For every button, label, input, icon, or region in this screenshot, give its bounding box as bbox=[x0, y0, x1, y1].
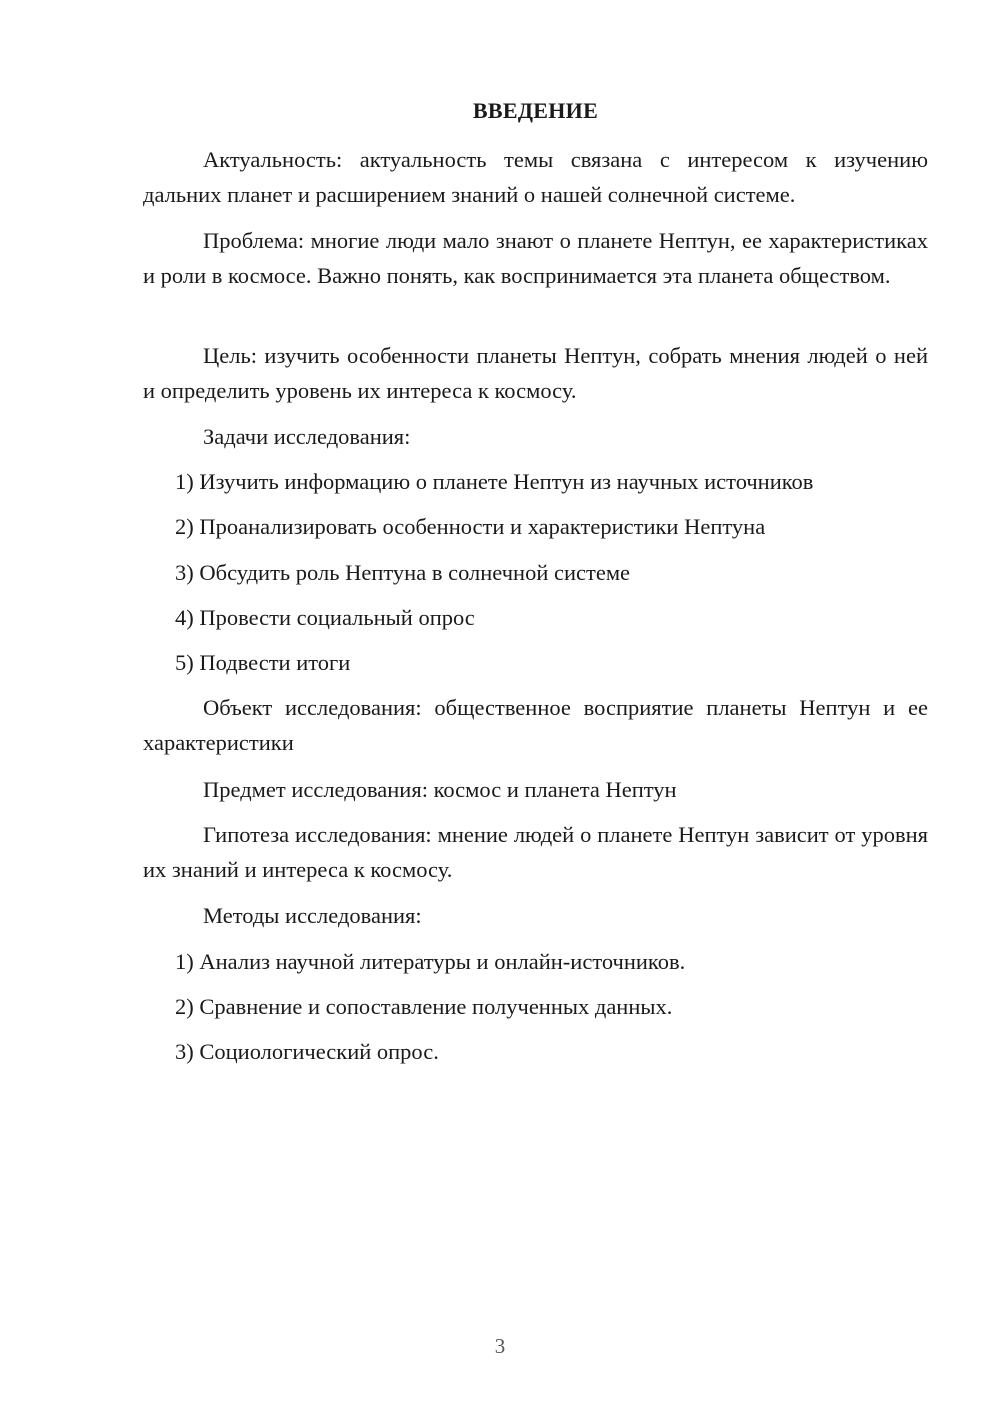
task-item-4: 4) Провести социальный опрос bbox=[175, 605, 475, 630]
page-title: ВВЕДЕНИЕ bbox=[472, 98, 599, 123]
relevance-paragraph: Актуальность: актуальность темы связана с интересом к изучению дальних планет и расширением знаний о нашей солнечной системе. bbox=[143, 147, 928, 207]
tasks-heading: Задачи исследования: bbox=[203, 424, 411, 449]
page-number: 3 bbox=[494, 1334, 506, 1358]
method-item-3: 3) Социологический опрос. bbox=[175, 1039, 439, 1064]
document-page bbox=[143, 0, 928, 1414]
hypothesis-paragraph: Гипотеза исследования: мнение людей о планете Нептун зависит от уровня их знаний и интереса к космосу. bbox=[143, 822, 928, 882]
task-item-3: 3) Обсудить роль Нептуна в солнечной системе bbox=[175, 560, 631, 585]
task-item-2: 2) Проанализировать особенности и характеристики Нептуна bbox=[175, 514, 766, 539]
method-item-1: 1) Анализ научной литературы и онлайн-источников. bbox=[175, 949, 686, 974]
methods-heading: Методы исследования: bbox=[203, 903, 422, 928]
subject-paragraph: Предмет исследования: космос и планета Нептун bbox=[203, 777, 677, 802]
task-item-5: 5) Подвести итоги bbox=[175, 650, 351, 675]
task-item-1: 1) Изучить информацию о планете Нептун из научных источников bbox=[175, 469, 814, 494]
object-paragraph: Объект исследования: общественное восприятие планеты Нептун и ее характеристики bbox=[143, 695, 928, 755]
method-item-2: 2) Сравнение и сопоставление полученных данных. bbox=[175, 994, 673, 1019]
problem-paragraph: Проблема: многие люди мало знают о планете Нептун, ее характеристиках и роли в космосе. Важно понять, как воспринимается эта планета обществом. bbox=[143, 228, 928, 288]
goal-paragraph: Цель: изучить особенности планеты Нептун, собрать мнения людей о ней и определить уровень их интереса к космосу. bbox=[143, 343, 928, 403]
